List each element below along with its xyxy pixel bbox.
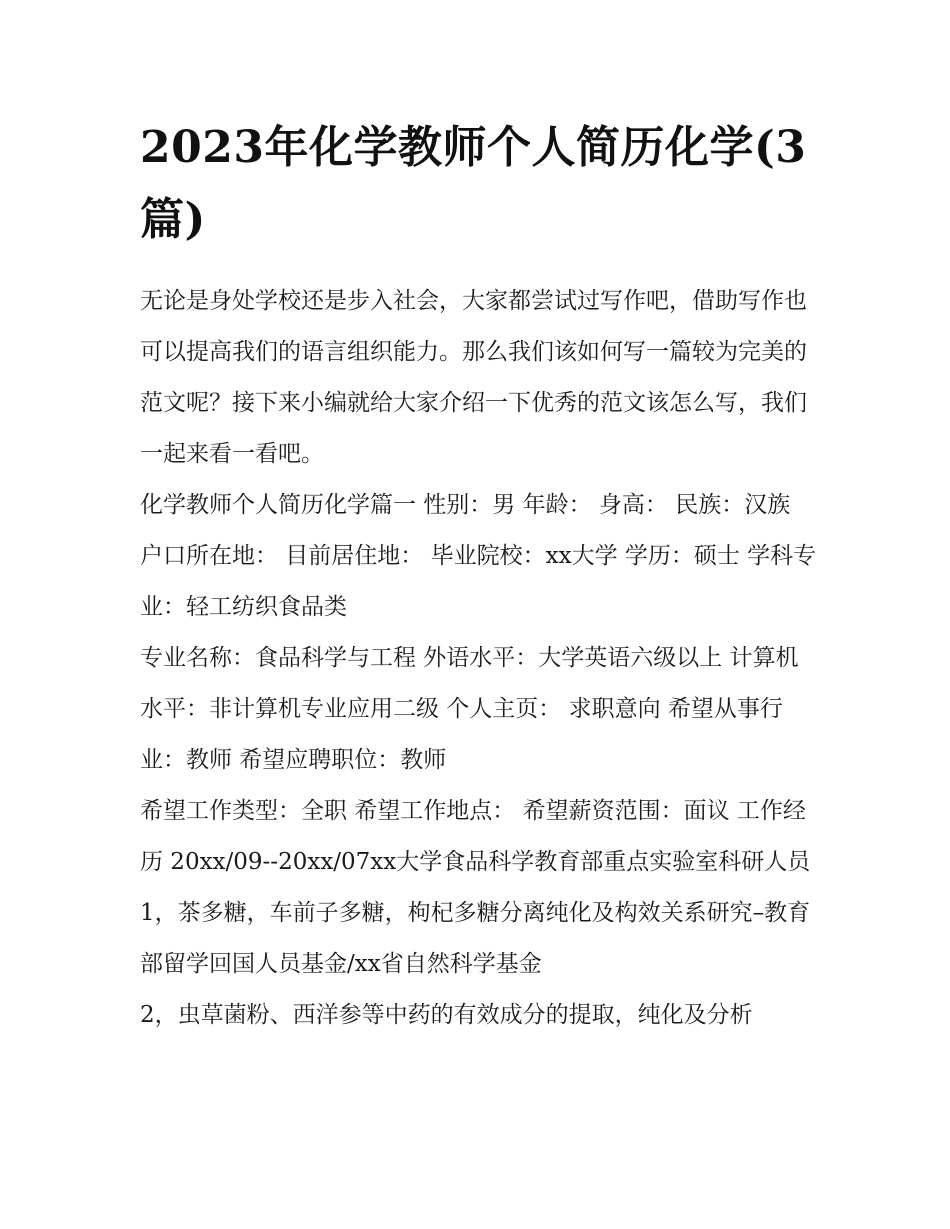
paragraph-basic-info: 化学教师个人简历化学篇一 性别：男 年龄： 身高： 民族：汉族 户口所在地： 目前居住地： 毕业院校：xx大学 学历：硕士 学科专业：轻工纺织食品类 <box>140 492 817 620</box>
document-page <box>140 112 820 1041</box>
paragraph-major-info: 专业名称：食品科学与工程 外语水平：大学英语六级以上 计算机水平：非计算机专业应用二级 个人主页： 求职意向 希望从事行业：教师 希望应聘职位：教师 <box>140 645 799 773</box>
document-body <box>140 276 820 1041</box>
paragraph-research-item-2: 2，虫草菌粉、西洋参等中药的有效成分的提取，纯化及分析 <box>140 1002 753 1028</box>
paragraph-work-experience: 希望工作类型：全职 希望工作地点： 希望薪资范围：面议 工作经历 20xx/09--20xx/07xx大学食品科学教育部重点实验室科研人员 <box>140 798 811 875</box>
document-title: 2023年化学教师个人简历化学(3篇) <box>140 122 807 245</box>
paragraph-research-item-1: 1，茶多糖，车前子多糖，枸杞多糖分离纯化及构效关系研究–教育部留学回国人员基金/xx省自然科学基金 <box>140 900 811 977</box>
paragraph-intro: 无论是身处学校还是步入社会，大家都尝试过写作吧，借助写作也可以提高我们的语言组织能力。那么我们该如何写一篇较为完美的范文呢？接下来小编就给大家介绍一下优秀的范文该怎么写，我们一起来看一看吧。 <box>140 288 807 467</box>
